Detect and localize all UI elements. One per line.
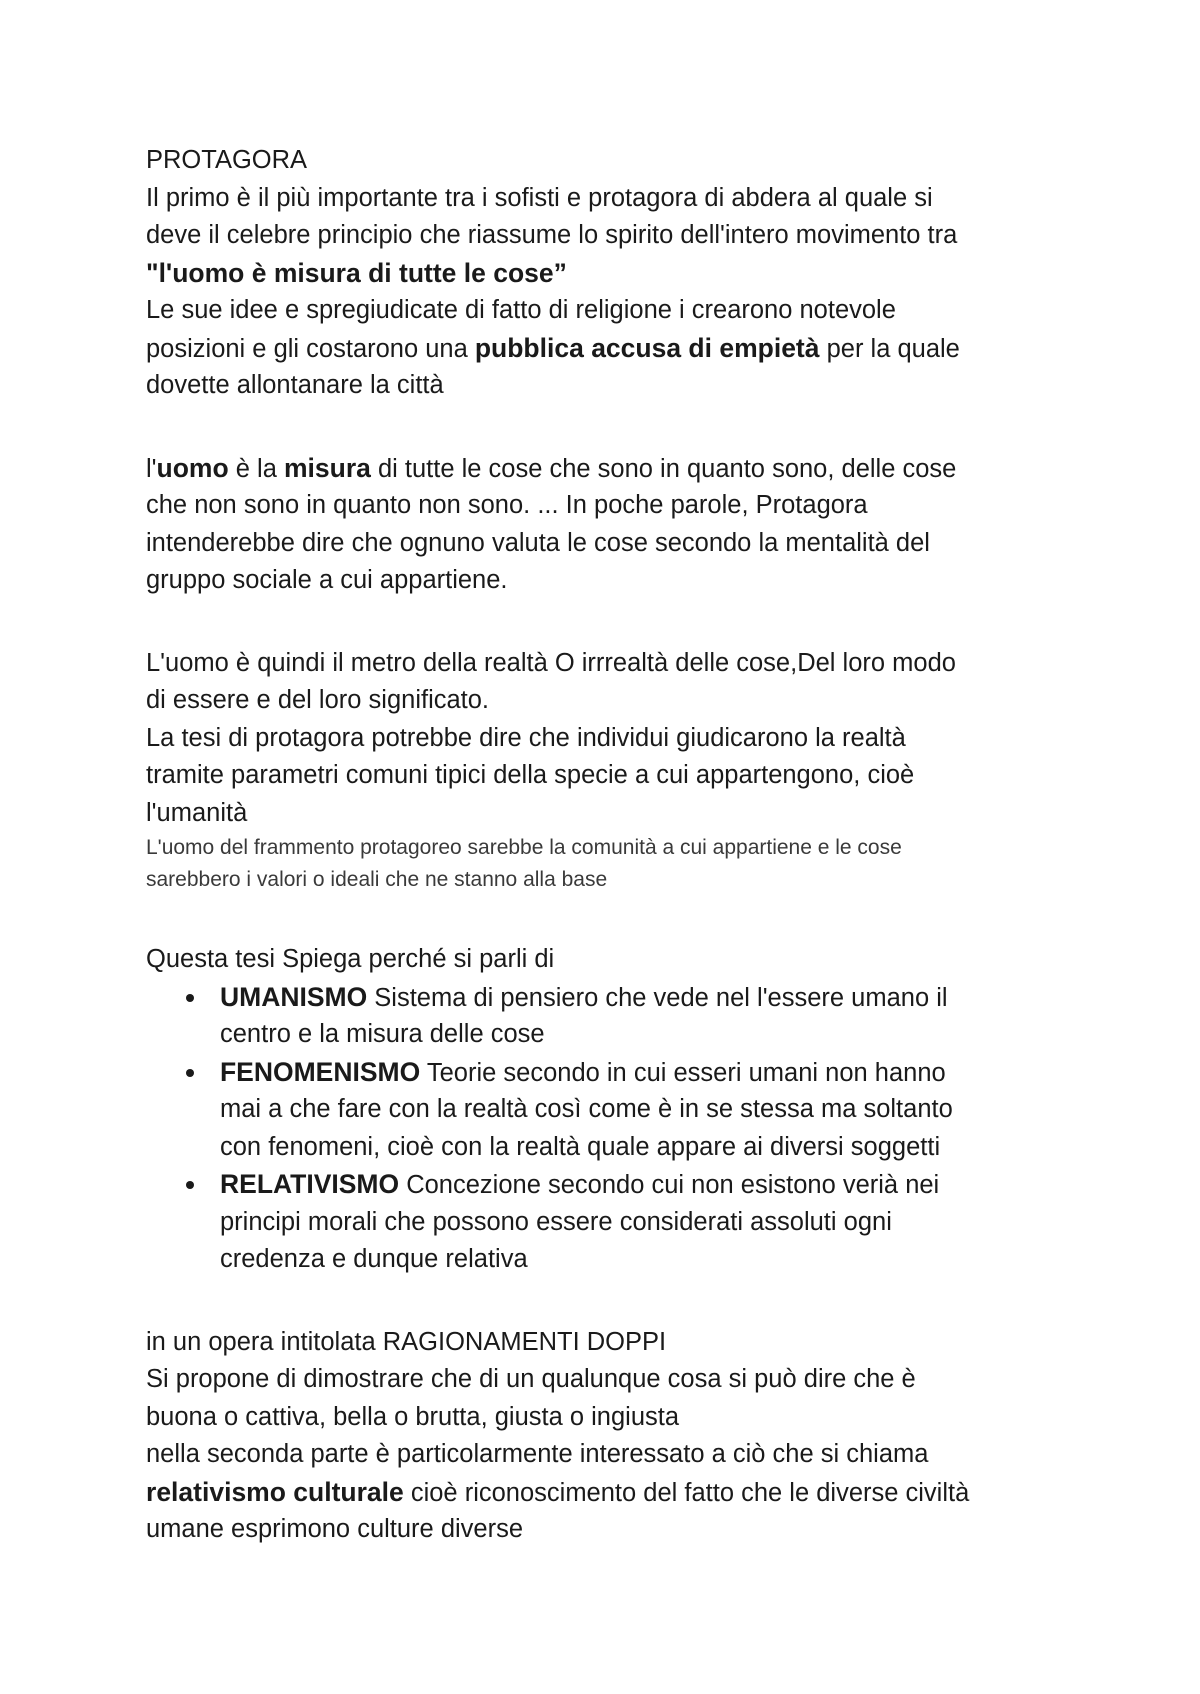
consequences-intro: Questa tesi Spiega perché si parli di [146, 945, 555, 973]
intro-line-4: Le sue idee e spregiudicate di fatto di religione i crearono notevole [146, 296, 896, 324]
fragment-note-line-1: L'uomo del frammento protagoreo sarebbe la comunità a cui appartiene e le cose [146, 836, 902, 859]
relativismo-line-1 [220, 1166, 1076, 1204]
measure-line-3: intenderebbe dire che ognuno valuta le cose secondo la mentalità del [146, 528, 930, 557]
impiety-accusation: pubblica accusa di empietà [474, 332, 820, 363]
consequences-list [146, 979, 1076, 1279]
fenomenismo-def-1: Teorie secondo in cui esseri umani non hanno [420, 1058, 946, 1087]
reality-line-4: tramite parametri comuni tipici della specie a cui appartengono, cioè [146, 761, 915, 789]
measure-line-4: gruppo sociale a cui appartiene. [146, 566, 508, 594]
intro-line-5-start: posizioni e gli costarono una [146, 334, 475, 363]
double-line-4: nella seconda parte è particolarmente interessato a ciò che si chiama [146, 1440, 929, 1468]
double-line-6: umane esprimono culture diverse [146, 1515, 524, 1543]
double-arguments-paragraph [146, 1324, 1076, 1549]
intro-line-6: dovette allontanare la città [146, 371, 444, 399]
intro-line-2: deve il celebre principio che riassume lo spirito dell'intero movimento tra [146, 221, 958, 249]
reality-line-2: di essere e del loro significato. [146, 686, 490, 714]
measure-text-b: è la [228, 454, 284, 483]
term-umanismo: UMANISMO [220, 981, 368, 1012]
bullet-icon [186, 994, 194, 1002]
double-line-2: Si propone di dimostrare che di un qualunque cosa si può dire che è [146, 1365, 916, 1393]
measure-text-c: di tutte le cose che sono in quanto sono, delle cose [370, 454, 957, 483]
double-line-5-rest: cioè riconoscimento del fatto che le diverse civiltà [403, 1478, 970, 1507]
umanismo-line-1 [220, 979, 1076, 1017]
fenomenismo-line-1 [220, 1054, 1076, 1092]
term-fenomenismo: FENOMENISMO [220, 1056, 421, 1087]
measure-word-misura: misura [283, 452, 371, 483]
list-item-relativismo [146, 1166, 1076, 1279]
measure-text-a: l' [146, 454, 157, 483]
document-title: PROTAGORA [146, 146, 308, 174]
relativismo-def-3: credenza e dunque relativa [220, 1245, 528, 1273]
reality-line-3: La tesi di protagora potrebbe dire che individui giudicarono la realtà [146, 723, 906, 752]
fenomenismo-def-3: con fenomeni, cioè con la realtà quale appare ai diversi soggetti [220, 1132, 941, 1161]
double-line-5 [146, 1474, 1076, 1512]
bullet-icon [186, 1069, 194, 1077]
list-item-umanismo [146, 979, 1076, 1054]
relativismo-def-2: principi morali che possono essere considerati assoluti ogni [220, 1207, 892, 1236]
measure-line-2: che non sono in quanto non sono. ... In poche parole, Protagora [146, 491, 868, 519]
intro-paragraph [146, 180, 1076, 405]
list-item-fenomenismo [146, 1054, 1076, 1167]
bullet-icon [186, 1181, 194, 1189]
famous-quote: "l'uomo è misura di tutte le cose” [146, 257, 567, 288]
consequences-section [146, 941, 1076, 1279]
term-relativismo-culturale: relativismo culturale [146, 1476, 404, 1507]
fenomenismo-def-2: mai a che fare con la realtà così come è in se stessa ma soltanto [220, 1095, 953, 1123]
term-relativismo: RELATIVISMO [220, 1169, 400, 1199]
relativismo-def-1: Concezione secondo cui non esistono verià nei [399, 1171, 940, 1199]
measure-line-1 [146, 450, 1076, 488]
umanismo-def-1: Sistema di pensiero che vede nel l'essere umano il [367, 983, 948, 1012]
intro-line-5-end: per la quale [819, 334, 960, 363]
reality-line-1: L'uomo è quindi il metro della realtà O irrrealtà delle cose,Del loro modo [146, 648, 956, 677]
double-line-3: buona o cattiva, bella o brutta, giusta o ingiusta [146, 1402, 680, 1431]
umanismo-def-2: centro e la misura delle cose [220, 1020, 545, 1048]
reality-paragraph [146, 645, 1076, 897]
double-line-1: in un opera intitolata RAGIONAMENTI DOPPI [146, 1327, 667, 1356]
reality-line-5: l'umanità [146, 798, 248, 827]
document-page [146, 142, 1076, 1549]
measure-word-uomo: uomo [156, 452, 229, 483]
intro-line-5 [146, 330, 1076, 368]
measure-paragraph [146, 450, 1076, 600]
intro-line-1: Il primo è il più importante tra i sofisti e protagora di abdera al quale si [146, 183, 933, 212]
fragment-note-line-2: sarebbero i valori o ideali che ne stanno alla base [146, 868, 608, 891]
